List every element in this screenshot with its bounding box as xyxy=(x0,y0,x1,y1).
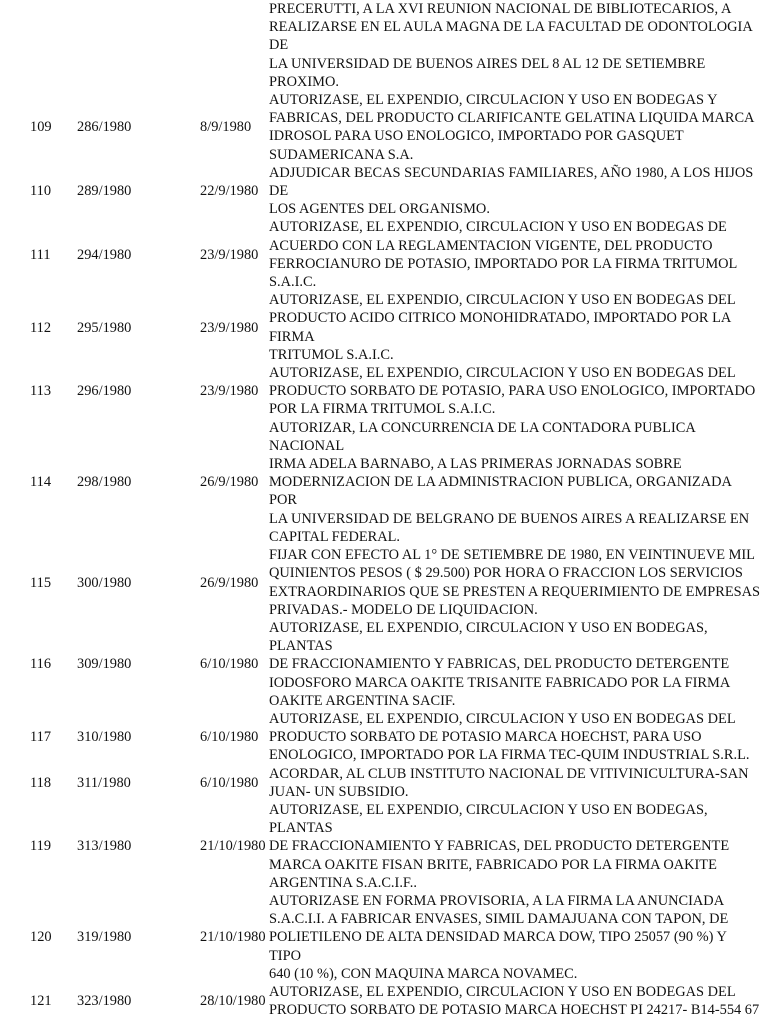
resolution-description xyxy=(269,364,761,419)
description-line: AUTORIZAR, LA CONCURRENCIA DE LA CONTADORA PUBLICA NACIONAL xyxy=(269,419,695,454)
resolution-date: 23/9/1980 xyxy=(200,383,259,400)
table-row xyxy=(0,91,763,164)
description-line: PRODUCTO ACIDO CITRICO MONOHIDRATADO, IMPORTADO POR LA FIRMA xyxy=(269,310,731,345)
description-line: LA UNIVERSIDAD DE BUENOS AIRES DEL 8 AL 12 DE SETIEMBRE PROXIMO. xyxy=(269,55,706,90)
description-line: SUDAMERICANA S.A. xyxy=(269,146,414,163)
resolution-date: 21/10/1980 xyxy=(200,929,266,946)
description-line: MODERNIZACION DE LA ADMINISTRACION PUBLICA, ORGANIZADA POR xyxy=(269,474,732,509)
resolution-date: 21/10/1980 xyxy=(200,838,266,855)
table-row xyxy=(0,765,763,801)
description-line: PRIVADAS.- MODELO DE LIQUIDACION. xyxy=(269,601,538,618)
resolution-number: 294/1980 xyxy=(77,246,132,263)
resolution-number: 311/1980 xyxy=(77,774,131,791)
description-line: FERROCIANURO DE POTASIO, IMPORTADO POR LA FIRMA TRITUMOL xyxy=(269,255,738,272)
description-line: ARGENTINA S.A.C.I.F.. xyxy=(269,874,417,891)
description-line: AUTORIZASE, EL EXPENDIO, CIRCULACION Y USO EN BODEGAS DEL xyxy=(269,983,736,1000)
resolution-description xyxy=(269,546,761,619)
description-line: AUTORIZASE, EL EXPENDIO, CIRCULACION Y USO EN BODEGAS DEL xyxy=(269,710,736,727)
resolution-date: 22/9/1980 xyxy=(200,183,259,200)
description-line: FIJAR CON EFECTO AL 1° DE SETIEMBRE DE 1980, EN VEINTINUEVE MIL xyxy=(269,547,755,564)
row-number: 110 xyxy=(30,183,52,200)
resolution-date: 28/10/1980 xyxy=(200,993,266,1010)
resolution-number: 289/1980 xyxy=(77,183,132,200)
description-line: AUTORIZASE, EL EXPENDIO, CIRCULACION Y USO EN BODEGAS, PLANTAS xyxy=(269,619,708,655)
table-row xyxy=(0,0,763,91)
table-row xyxy=(0,546,763,619)
resolution-number: 309/1980 xyxy=(77,656,132,673)
resolution-description xyxy=(269,164,761,219)
description-line: LA UNIVERSIDAD DE BELGRANO DE BUENOS AIRES A REALIZARSE EN xyxy=(269,510,750,527)
description-line: OAKITE ARGENTINA SACIF. xyxy=(269,692,456,709)
resolution-number: 310/1980 xyxy=(77,729,132,746)
description-line: AUTORIZASE EN FORMA PROVISORIA, A LA FIRMA LA ANUNCIADA xyxy=(269,892,725,909)
description-line: POR LA FIRMA TRITUMOL S.A.I.C. xyxy=(269,401,496,418)
description-line: POLIETILENO DE ALTA DENSIDAD MARCA DOW, TIPO 25057 (90 %) Y TIPO xyxy=(269,929,727,964)
resolution-description xyxy=(269,291,761,364)
row-number: 121 xyxy=(30,993,52,1010)
description-line: DE FRACCIONAMIENTO Y FABRICAS, DEL PRODUCTO DETERGENTE xyxy=(269,656,730,673)
resolution-date: 6/10/1980 xyxy=(200,774,259,791)
resolution-description xyxy=(269,892,761,983)
resolution-number: 296/1980 xyxy=(77,383,132,400)
row-number: 113 xyxy=(30,383,52,400)
description-line: FABRICAS, DEL PRODUCTO CLARIFICANTE GELATINA LIQUIDA MARCA xyxy=(269,110,755,127)
description-line: S.A.I.C. xyxy=(269,274,317,291)
table-row xyxy=(0,892,763,983)
resolution-description xyxy=(269,91,761,164)
table-row xyxy=(0,164,763,219)
description-line: CAPITAL FEDERAL. xyxy=(269,528,401,545)
resolution-date: 23/9/1980 xyxy=(200,246,259,263)
resolution-number: 286/1980 xyxy=(77,119,132,136)
resolution-description xyxy=(269,419,761,546)
resolution-date: 6/10/1980 xyxy=(200,729,259,746)
description-line: AUTORIZASE, EL EXPENDIO, CIRCULACION Y USO EN BODEGAS Y xyxy=(269,92,718,109)
description-line: ACORDAR, AL CLUB INSTITUTO NACIONAL DE VITIVINICULTURA-SAN xyxy=(269,765,749,782)
table-row xyxy=(0,801,763,892)
description-line: QUINIENTOS PESOS ( $ 29.500) POR HORA O FRACCION LOS SERVICIOS xyxy=(269,565,743,582)
table-row xyxy=(0,619,763,710)
resolution-number: 298/1980 xyxy=(77,474,132,491)
resolution-number: 300/1980 xyxy=(77,574,132,591)
description-line: AUTORIZASE, EL EXPENDIO, CIRCULACION Y USO EN BODEGAS DEL xyxy=(269,365,736,382)
description-line: AUTORIZASE, EL EXPENDIO, CIRCULACION Y USO EN BODEGAS, PLANTAS xyxy=(269,801,708,837)
table-row xyxy=(0,983,763,1019)
row-number: 112 xyxy=(30,319,52,336)
resolution-description xyxy=(269,218,761,291)
resolution-number: 313/1980 xyxy=(77,838,132,855)
description-line: JUAN- UN SUBSIDIO. xyxy=(269,783,409,800)
resolution-number: 323/1980 xyxy=(77,993,132,1010)
resolution-description xyxy=(269,619,761,710)
resolution-description xyxy=(269,0,761,91)
description-line: IRMA ADELA BARNABO, A LAS PRIMERAS JORNADAS SOBRE xyxy=(269,456,682,473)
table-row xyxy=(0,364,763,419)
row-number: 109 xyxy=(30,119,52,136)
resolution-date: 26/9/1980 xyxy=(200,474,259,491)
description-line: PRODUCTO SORBATO DE POTASIO, PARA USO ENOLOGICO, IMPORTADO xyxy=(269,383,756,400)
row-number: 117 xyxy=(30,729,52,746)
description-line: ENOLOGICO, IMPORTADO POR LA FIRMA TEC-QUIM INDUSTRIAL S.R.L. xyxy=(269,747,750,764)
row-number: 120 xyxy=(30,929,52,946)
description-line: PRODUCTO SORBATO DE POTASIO MARCA HOECHST PI 24217- B14-554 67 xyxy=(269,1002,760,1019)
table-row xyxy=(0,419,763,546)
table-row xyxy=(0,710,763,765)
row-number: 119 xyxy=(30,838,52,855)
description-line: 640 (10 %), CON MAQUINA MARCA NOVAMEC. xyxy=(269,965,578,982)
table-row xyxy=(0,218,763,291)
row-number: 118 xyxy=(30,774,52,791)
description-line: REALIZARSE EN EL AULA MAGNA DE LA FACULTAD DE ODONTOLOGIA DE xyxy=(269,19,752,54)
description-line: PRECERUTTI, A LA XVI REUNION NACIONAL DE BIBLIOTECARIOS, A xyxy=(269,1,732,17)
row-number: 116 xyxy=(30,656,52,673)
row-number: 111 xyxy=(30,246,51,263)
description-line: EXTRAORDINARIOS QUE SE PRESTEN A REQUERIMIENTO DE EMPRESAS xyxy=(269,583,761,600)
resolution-number: 295/1980 xyxy=(77,319,132,336)
resolution-date: 26/9/1980 xyxy=(200,574,259,591)
description-line: MARCA OAKITE FISAN BRITE, FABRICADO POR LA FIRMA OAKITE xyxy=(269,856,717,873)
description-line: IODOSFORO MARCA OAKITE TRISANITE FABRICADO POR LA FIRMA xyxy=(269,674,731,691)
row-number: 115 xyxy=(30,574,52,591)
resolution-description xyxy=(269,765,761,801)
resolution-number: 319/1980 xyxy=(77,929,132,946)
description-line: ADJUDICAR BECAS SECUNDARIAS FAMILIARES, AÑO 1980, A LOS HIJOS DE xyxy=(269,164,754,200)
description-line: DE FRACCIONAMIENTO Y FABRICAS, DEL PRODUCTO DETERGENTE xyxy=(269,838,730,855)
resolution-description xyxy=(269,710,761,765)
description-line: AUTORIZASE, EL EXPENDIO, CIRCULACION Y USO EN BODEGAS DEL xyxy=(269,292,736,309)
table-row xyxy=(0,291,763,364)
description-line: IDROSOL PARA USO ENOLOGICO, IMPORTADO POR GASQUET xyxy=(269,128,684,145)
description-line: TRITUMOL S.A.I.C. xyxy=(269,346,394,363)
resolution-date: 23/9/1980 xyxy=(200,319,259,336)
resolution-description xyxy=(269,983,761,1019)
row-number: 114 xyxy=(30,474,52,491)
description-line: LOS AGENTES DEL ORGANISMO. xyxy=(269,201,490,218)
description-line: AUTORIZASE, EL EXPENDIO, CIRCULACION Y USO EN BODEGAS DE xyxy=(269,219,727,236)
description-line: S.A.C.I.I. A FABRICAR ENVASES, SIMIL DAMAJUANA CON TAPON, DE xyxy=(269,911,729,928)
resolution-date: 8/9/1980 xyxy=(200,119,252,136)
resolution-description xyxy=(269,801,761,892)
resolution-date: 6/10/1980 xyxy=(200,656,259,673)
description-line: ACUERDO CON LA REGLAMENTACION VIGENTE, DEL PRODUCTO xyxy=(269,237,713,254)
description-line: PRODUCTO SORBATO DE POTASIO MARCA HOECHST, PARA USO xyxy=(269,729,702,746)
